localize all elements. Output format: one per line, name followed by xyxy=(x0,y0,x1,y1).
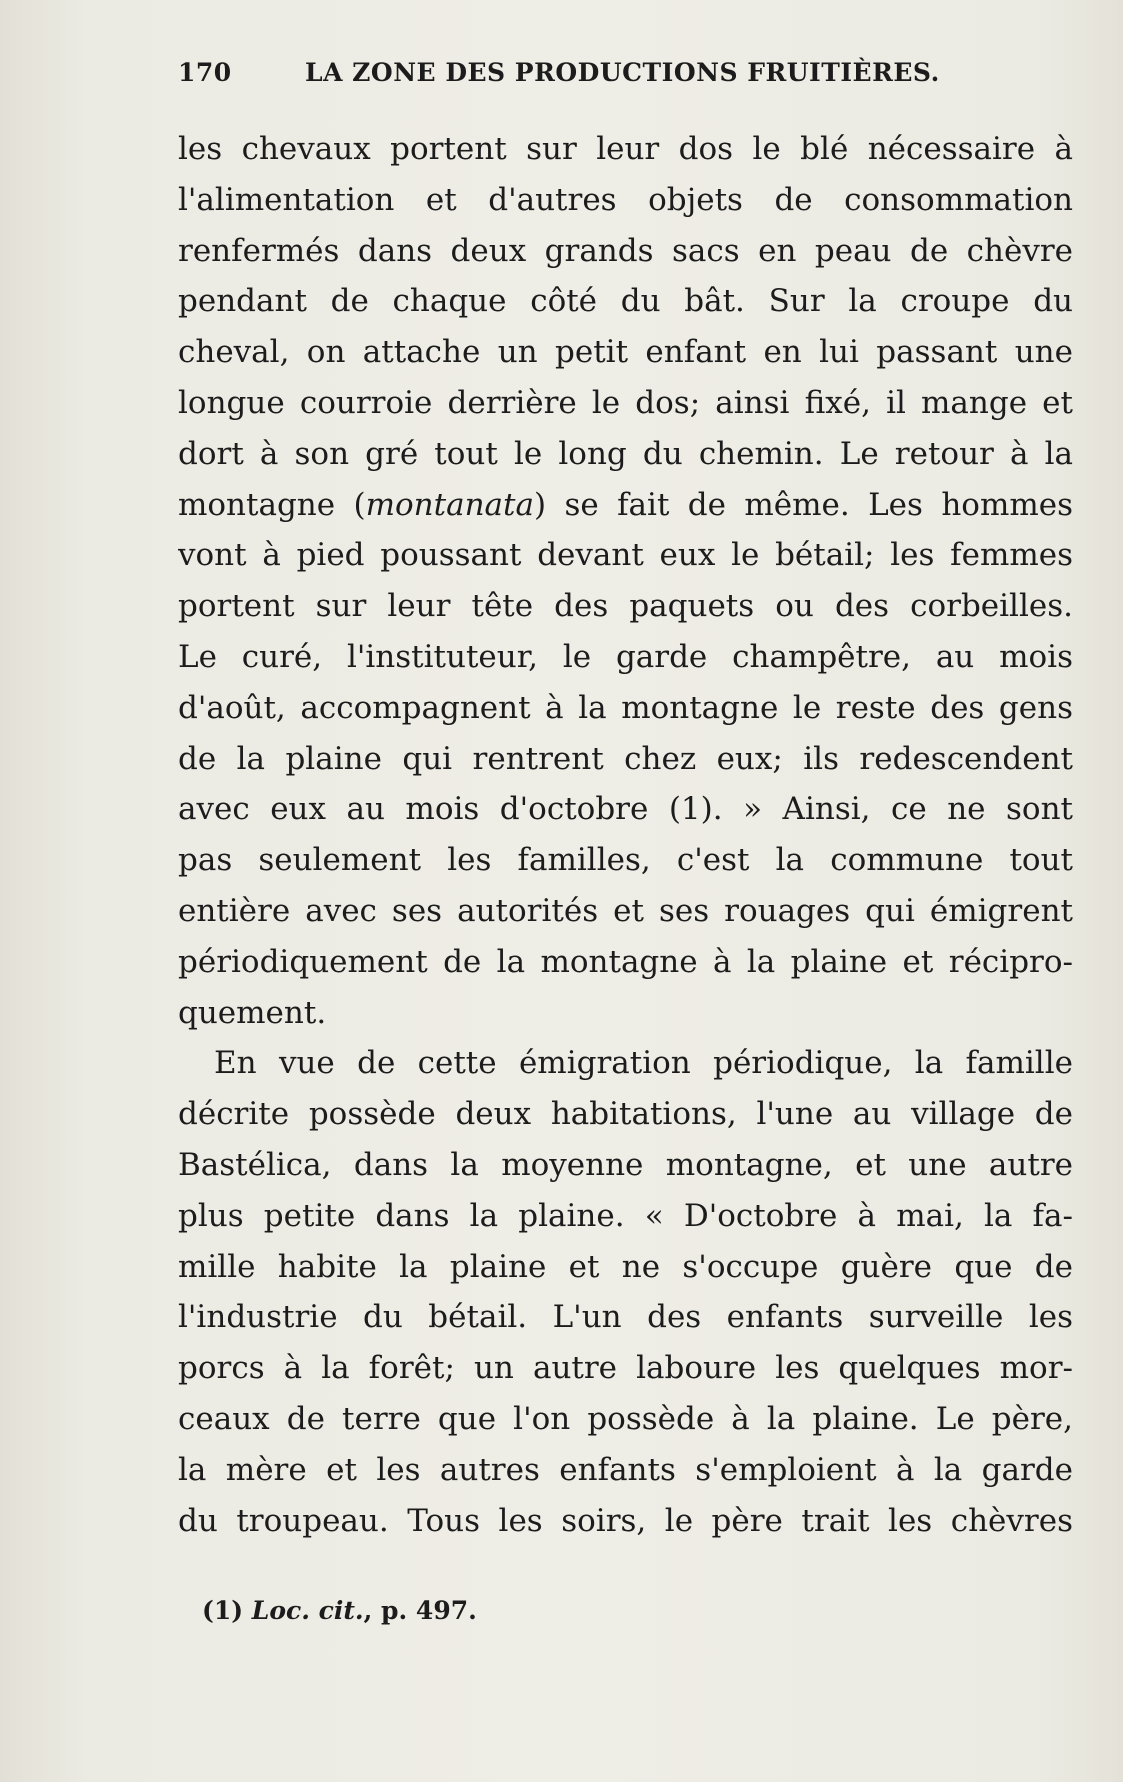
text-line: décrite possède deux habitations, l'une au village de xyxy=(178,1096,1073,1133)
text-line: montagne (montanata) se fait de même. Les hommes xyxy=(178,486,1073,523)
text-line: avec eux au mois d'octobre (1). » Ainsi, ce ne sont xyxy=(178,791,1073,828)
text-line: portent sur leur tête des paquets ou des corbeilles. xyxy=(178,588,1073,625)
text-line: l'industrie du bétail. L'un des enfants surveille les xyxy=(178,1299,1073,1336)
text-line: l'alimentation et d'autres objets de consommation xyxy=(178,181,1073,218)
text-line: pendant de chaque côté du bât. Sur la croupe du xyxy=(178,283,1073,320)
text-line: de la plaine qui rentrent chez eux; ils redescendent xyxy=(178,740,1073,777)
text-line: plus petite dans la plaine. « D'octobre à mai, la fa- xyxy=(178,1197,1073,1234)
text-line: ceaux de terre que l'on possède à la plaine. Le père, xyxy=(178,1400,1073,1437)
text-line: longue courroie derrière le dos; ainsi fixé, il mange et xyxy=(178,384,1073,421)
text-line: vont à pied poussant devant eux le bétail; les femmes xyxy=(178,537,1073,574)
text-line: renfermés dans deux grands sacs en peau de chèvre xyxy=(178,232,1073,269)
text-line: porcs à la forêt; un autre laboure les quelques mor- xyxy=(178,1350,1073,1387)
text-line: du troupeau. Tous les soirs, le père trait les chèvres xyxy=(178,1502,1073,1539)
page-header xyxy=(178,58,1078,98)
text-line: entière avec ses autorités et ses rouages qui émigrent xyxy=(178,892,1073,929)
italic-term: montanata xyxy=(365,486,534,523)
running-title: LA ZONE DES PRODUCTIONS FRUITIÈRES. xyxy=(305,58,940,87)
footnote-page: , p. 497. xyxy=(363,1596,477,1625)
text-line: cheval, on attache un petit enfant en lui passant une xyxy=(178,334,1073,371)
text-line: d'août, accompagnent à la montagne le reste des gens xyxy=(178,689,1073,726)
text-line: dort à son gré tout le long du chemin. Le retour à la xyxy=(178,435,1073,472)
text-line: quement. xyxy=(178,994,327,1031)
text-line: Bastélica, dans la moyenne montagne, et une autre xyxy=(178,1146,1073,1183)
text-line: les chevaux portent sur leur dos le blé nécessaire à xyxy=(178,131,1073,167)
text-line: Le curé, l'instituteur, le garde champêtre, au mois xyxy=(178,638,1073,675)
text-line: périodiquement de la montagne à la plaine et récipro- xyxy=(178,943,1073,980)
text-line: pas seulement les familles, c'est la commune tout xyxy=(178,842,1073,879)
text-line: la mère et les autres enfants s'emploient à la garde xyxy=(178,1451,1073,1488)
footnote xyxy=(202,1596,477,1625)
page-number: 170 xyxy=(178,58,232,87)
text-line: En vue de cette émigration périodique, la famille xyxy=(214,1045,1073,1082)
text-line: mille habite la plaine et ne s'occupe guère que de xyxy=(178,1248,1073,1285)
body-text xyxy=(178,124,1073,1546)
footnote-marker: (1) xyxy=(202,1596,244,1625)
footnote-source: Loc. cit. xyxy=(251,1596,364,1625)
